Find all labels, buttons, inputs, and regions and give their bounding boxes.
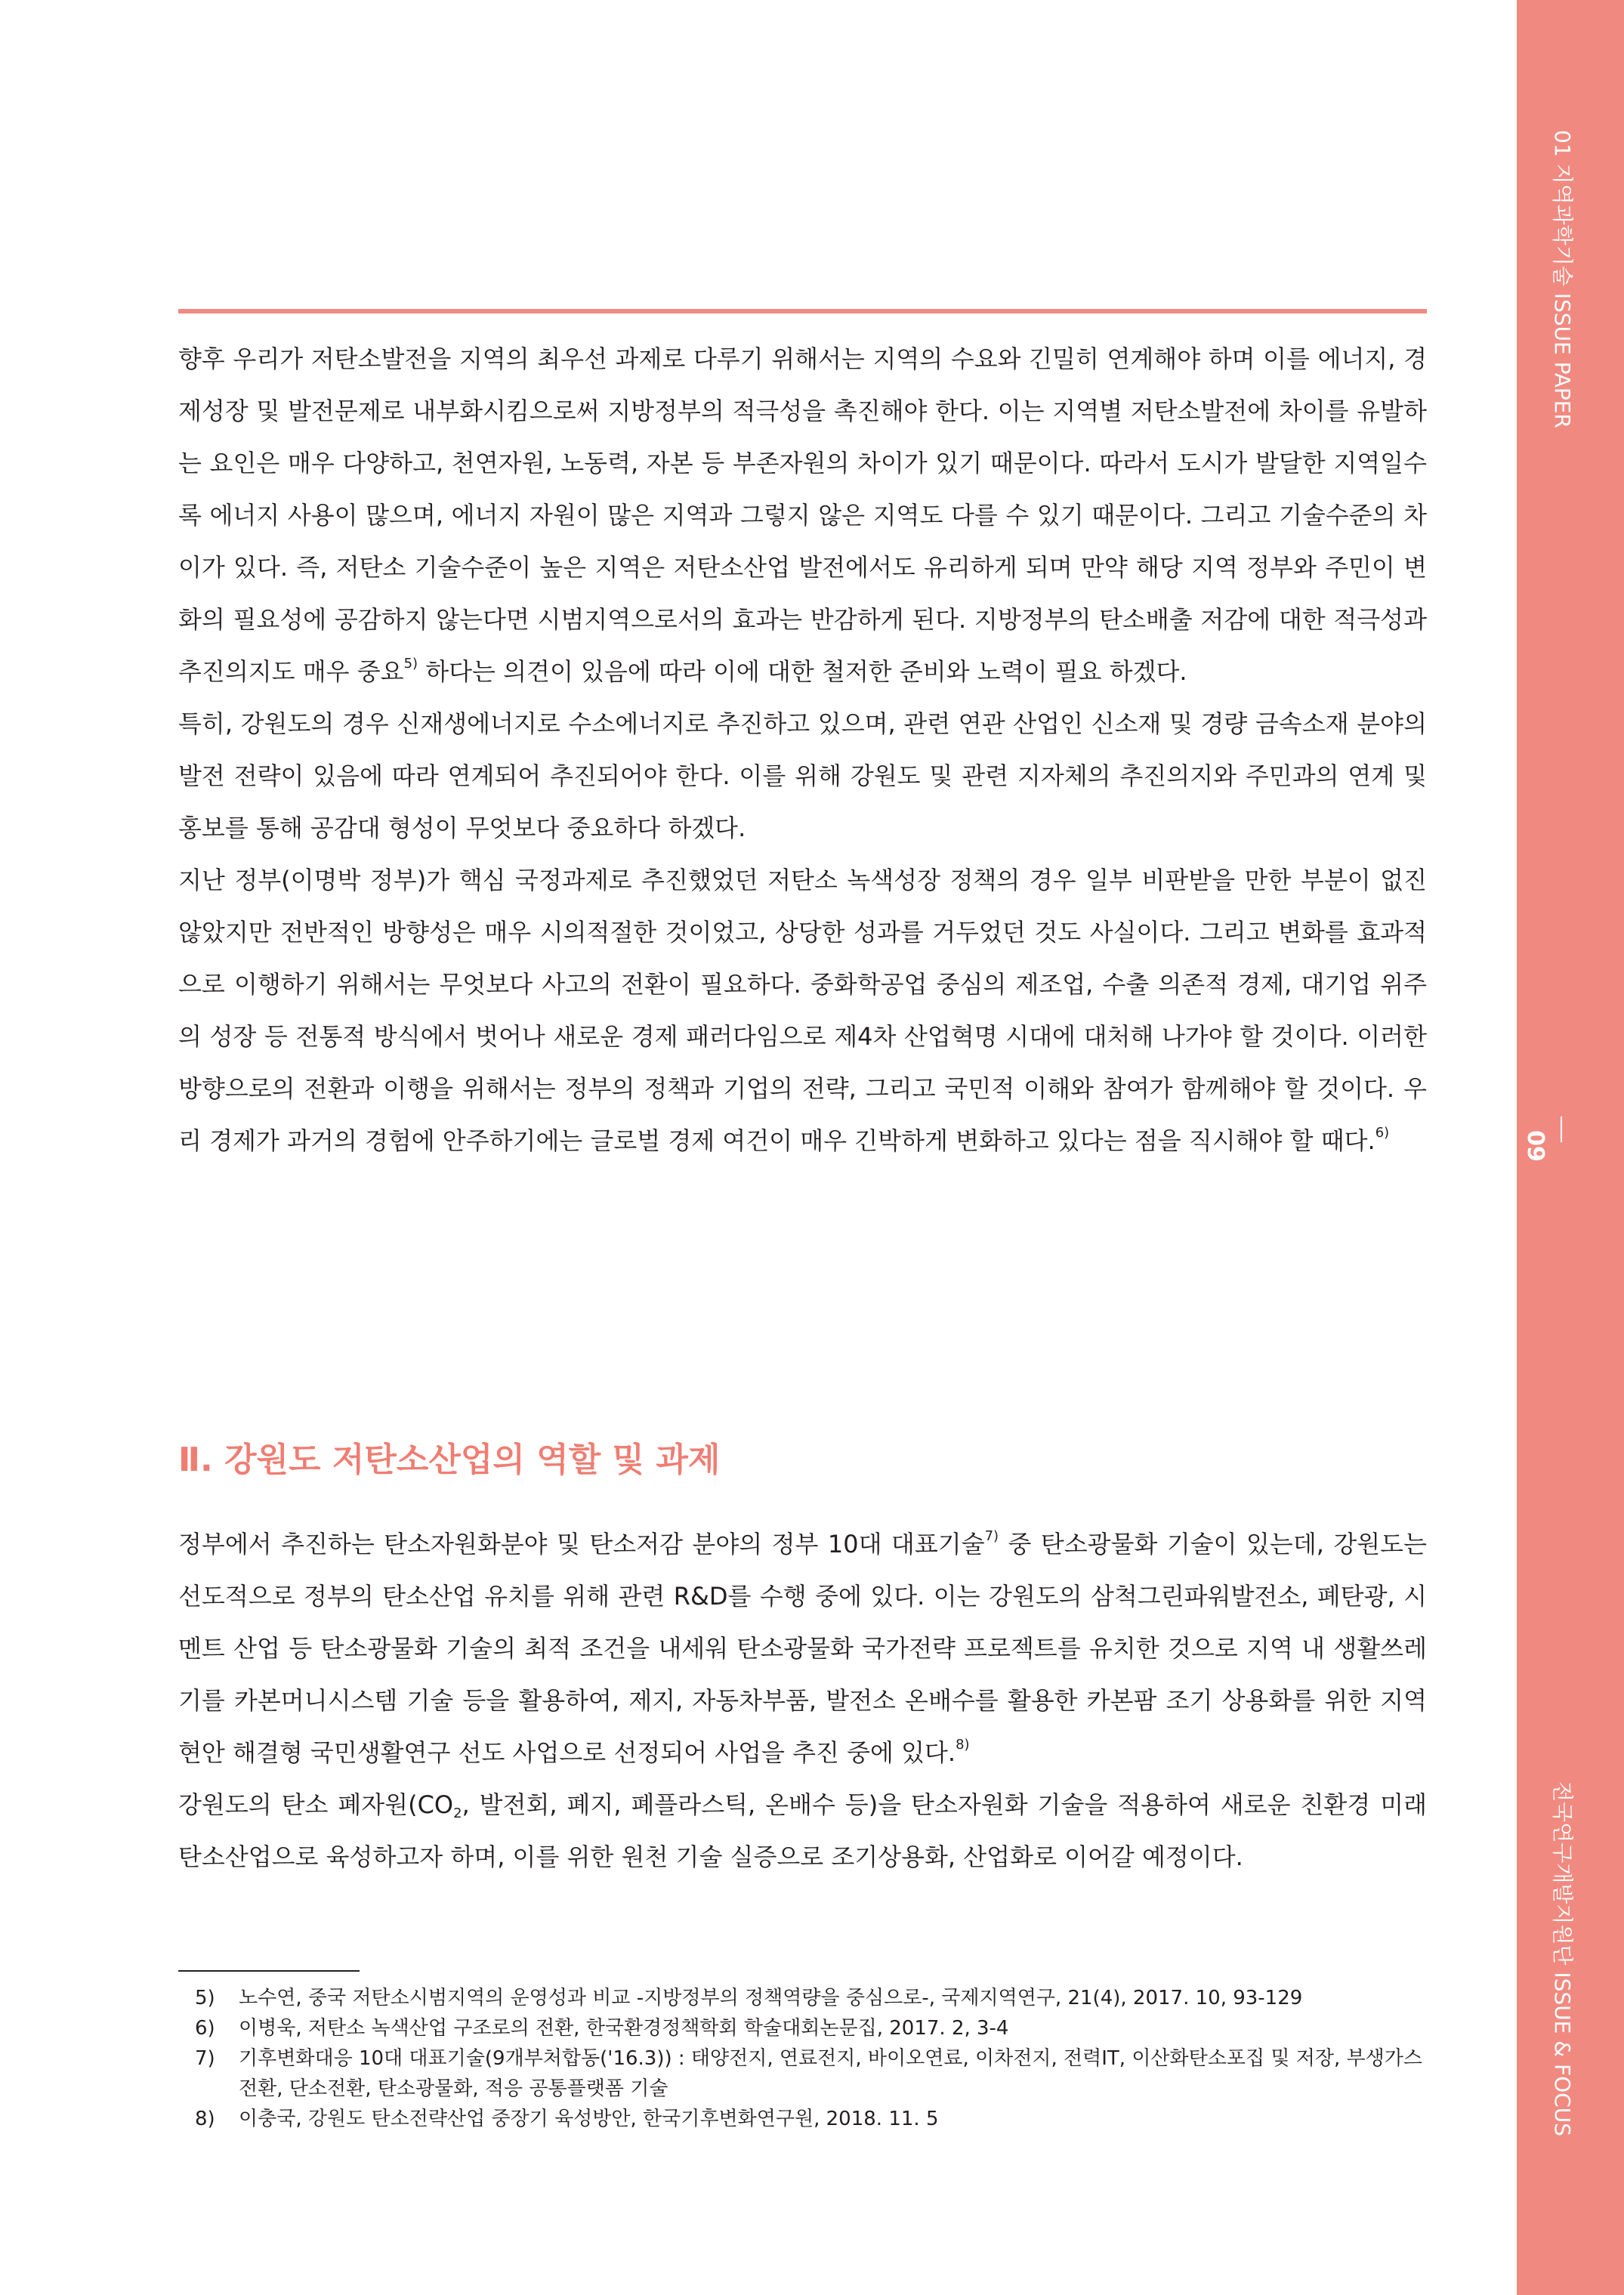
sidebar-publisher-label: 전국연구개발지원단 ISSUE & FOCUS xyxy=(1550,1781,1575,2136)
footnote-number: 7) xyxy=(195,2047,215,2070)
footnote-item xyxy=(178,2013,1427,2043)
section-paragraph-2: 강원도의 탄소 폐자원($CO_2$, 발전회, 폐지, 폐플라스틱, 온배수 등)을 탄소자원화 기술을 적용하여 새로운 친환경 미래 탄소산업으로 육성하고자 하며, 이를 위한 원천 기술 실증으로 조기상용화, 산업화로 이어갈 예정이다. xyxy=(178,1790,1427,1871)
footnote-text: 기후변화대응 10대 대표기술(9개부처합동('16.3)) : 태양전지, 연료전지, 바이오연료, 이차전지, 전력IT, 이산화탄소포집 및 저장, 부생가스 전환, 단소전환, 탄소광물화, 적응 공통플랫폼 기술 xyxy=(239,2047,1422,2100)
sidebar-series-label: 01 지역과학기술 ISSUE PAPER xyxy=(1550,130,1575,428)
paragraph-2: 특히, 강원도의 경우 신재생에너지로 수소에너지로 추진하고 있으며, 관련 연관 산업인 신소재 및 경량 금속소재 분야의 발전 전략이 있음에 따라 연계되어 추진되어야 한다. 이를 위해 강원도 및 관련 지자체의 추진의지와 주민과의 연계 및 홍보를 통해 공감대 형성이 무엇보다 중요하다 하겠다. xyxy=(178,709,1427,842)
footnote-divider xyxy=(178,1970,360,1972)
footnote-text: 이충국, 강원도 탄소전략산업 중장기 육성방안, 한국기후변화연구원, 2018. 11. 5 xyxy=(239,2108,939,2130)
paragraph-3: 지난 정부(이명박 정부)가 핵심 국정과제로 추진했었던 저탄소 녹색성장 정책의 경우 일부 비판받을 만한 부분이 없진 않았지만 전반적인 방향성은 매우 시의적절한 것이었고, 상당한 성과를 거두었던 것도 사실이다. 그리고 변화를 효과적으로 이행하기 위해서는 무엇보다 사고의 전환이 필요하다. 중화학공업 중심의 제조업, 수출 의존적 경제, 대기업 위주의 성장 등 전통적 방식에서 벗어나 새로운 경제 패러다임으로 제4차 산업혁명 시대에 대처해 나가야 할 것이다. 이러한 방향으로의 전환과 이행을 위해서는 정부의 정책과 기업의 전략, 그리고 국민적 이해와 참여가 함께해야 할 것이다. 우리 경제가 과거의 경험에 안주하기에는 글로벌 경제 여건이 매우 긴박하게 변화하고 있다는 점을 직시해야 할 때다.$^{6)}$ xyxy=(178,866,1427,1155)
page-number: 09 xyxy=(1522,1130,1548,1162)
footnote-number: 6) xyxy=(195,2017,215,2040)
footnote-text: 노수연, 중국 저탄소시범지역의 운영성과 비교 -지방정부의 정책역량을 중심으로-, 국제지역연구, 21(4), 2017. 10, 93-129 xyxy=(239,1987,1303,2009)
page-number-divider xyxy=(1561,1117,1562,1142)
footnote-ref-8[interactable]: 8) xyxy=(956,1737,970,1753)
co2-subscript: 2 xyxy=(453,1805,462,1821)
section-title: Ⅱ. 강원도 저탄소산업의 역할 및 과제 xyxy=(178,1441,721,1479)
footnotes xyxy=(178,1983,1427,2134)
footnote-number: 8) xyxy=(195,2108,215,2130)
footnote-text: 이병욱, 저탄소 녹색산업 구조로의 전환, 한국환경정책학회 학술대회논문집, 2017. 2, 3-4 xyxy=(239,2017,1009,2040)
section-body xyxy=(178,1518,1427,1883)
footnote-number: 5) xyxy=(195,1987,215,2009)
footnote-item xyxy=(178,1983,1427,2013)
footnote-ref-5[interactable]: 5) xyxy=(403,656,418,672)
footnote-item xyxy=(178,2104,1427,2134)
paragraph-1: 향후 우리가 저탄소발전을 지역의 최우선 과제로 다루기 위해서는 지역의 수요와 긴밀히 연계해야 하며 이를 에너지, 경제성장 및 발전문제로 내부화시킴으로써 지방정부의 적극성을 촉진해야 한다. 이는 지역별 저탄소발전에 차이를 유발하는 요인은 매우 다양하고, 천연자원, 노동력, 자본 등 부존자원의 차이가 있기 때문이다. 따라서 도시가 발달한 지역일수록 에너지 사용이 많으며, 에너지 자원이 많은 지역과 그렇지 않은 지역도 다를 수 있기 때문이다. 그리고 기술수준의 차이가 있다. 즉, 저탄소 기술수준이 높은 지역은 저탄소산업 발전에서도 유리하게 되며 만약 해당 지역 정부와 주민이 변화의 필요성에 공감하지 않는다면 시범지역으로서의 효과는 반감하게 된다. 지방정부의 탄소배출 저감에 대한 적극성과 추진의지도 매우 중요$^{5)}$ 하다는 의견이 있음에 따라 이에 대한 철저한 준비와 노력이 필요 하겠다. xyxy=(178,344,1427,686)
footnote-ref-6[interactable]: 6) xyxy=(1375,1125,1390,1141)
footnote-item xyxy=(178,2043,1427,2104)
top-divider xyxy=(178,309,1427,314)
section-paragraph-1: 정부에서 추진하는 탄소자원화분야 및 탄소저감 분야의 정부 10대 대표기술$^{7)}$ 중 탄소광물화 기술이 있는데, 강원도는 선도적으로 정부의 탄소산업 유치를 위해 관련 R&D를 수행 중에 있다. 이는 강원도의 삼척그린파워발전소, 폐탄광, 시멘트 산업 등 탄소광물화 기술의 최적 조건을 내세워 탄소광물화 국가전략 프로젝트를 유치한 것으로 지역 내 생활쓰레기를 카본머니시스템 기술 등을 활용하여, 제지, 자동차부품, 발전소 온배수를 활용한 카본팜 조기 상용화를 위한 지역 현안 해결형 국민생활연구 선도 사업으로 선정되어 사업을 추진 중에 있다.$^{8)}$ xyxy=(178,1528,1427,1767)
intro-body xyxy=(178,333,1427,1167)
footnote-ref-7[interactable]: 7) xyxy=(984,1528,999,1544)
